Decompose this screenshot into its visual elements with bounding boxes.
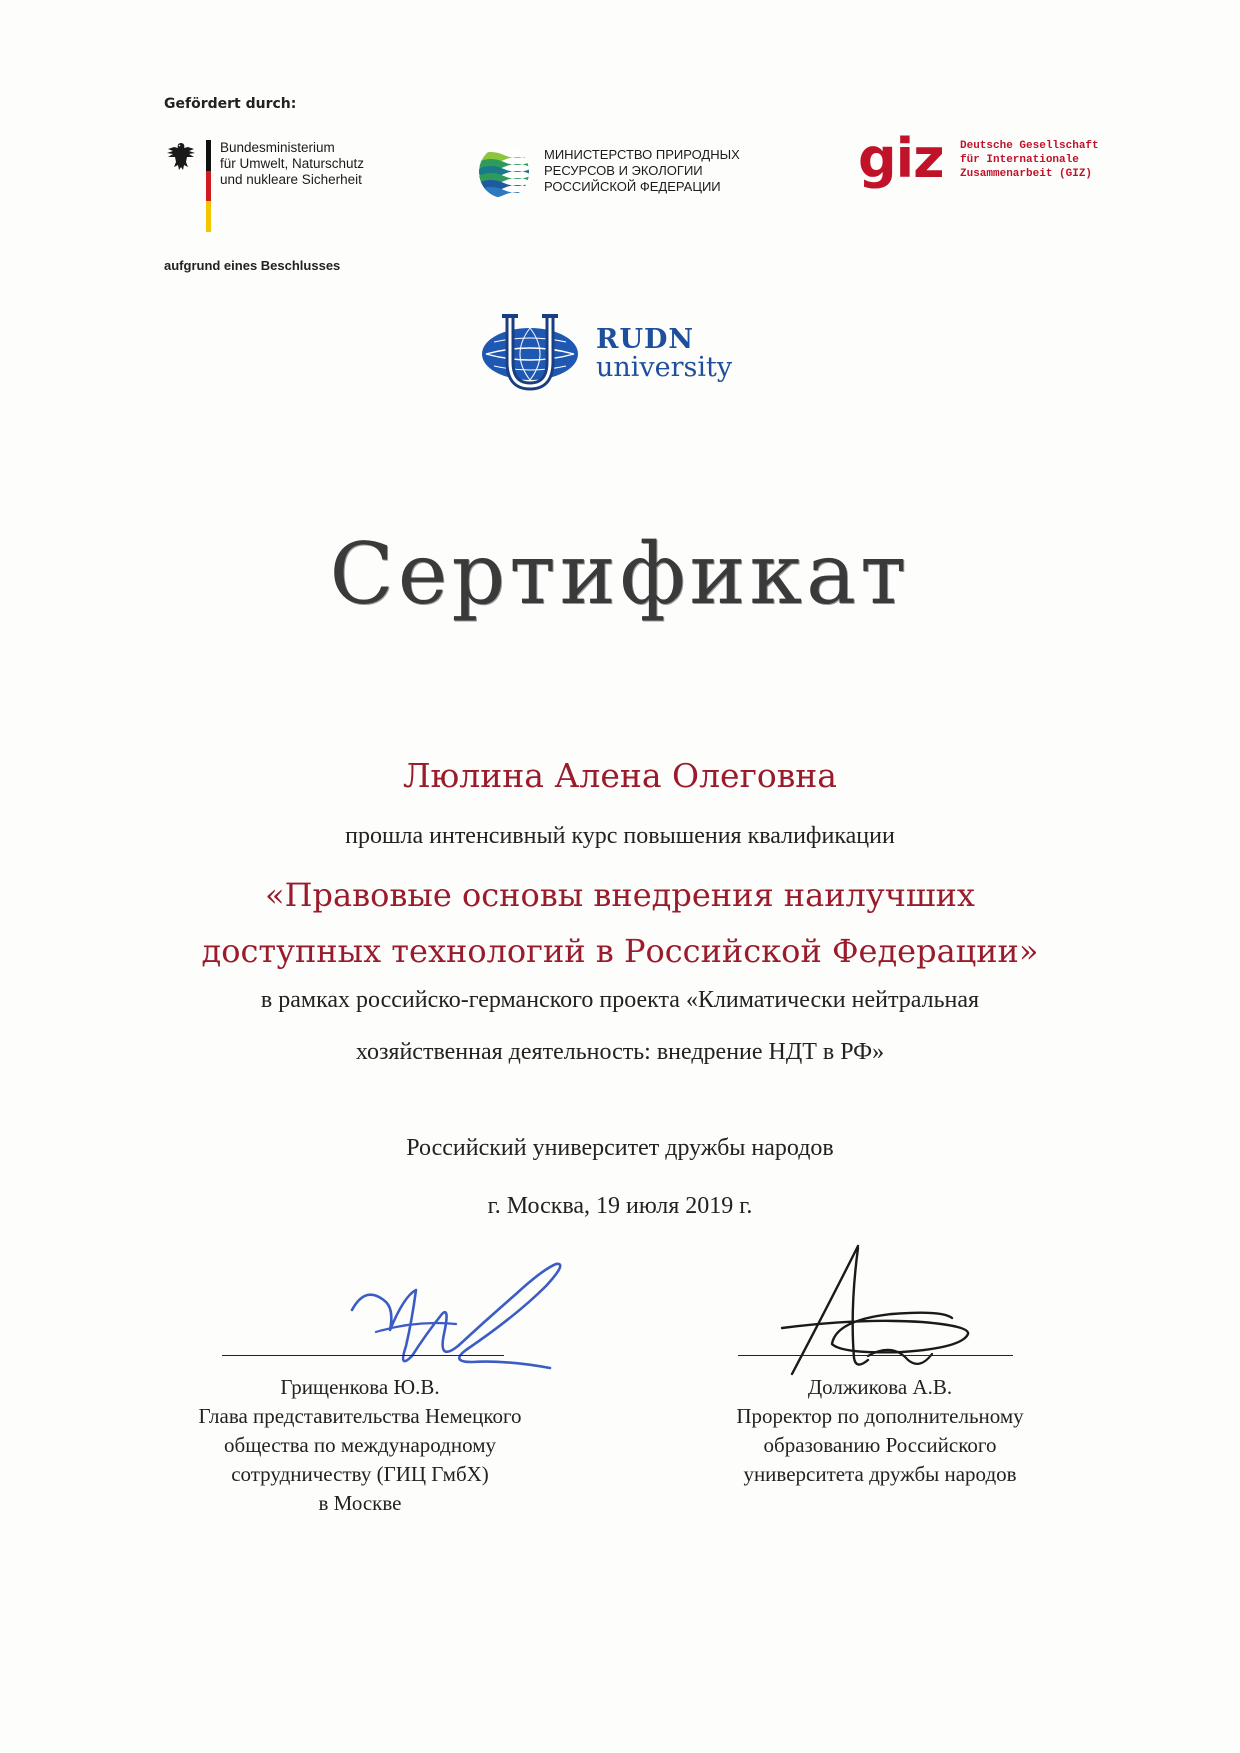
signature-line: [222, 1355, 504, 1356]
bmu-line: für Umwelt, Naturschutz: [220, 156, 365, 171]
rudn-globe-emblem: [480, 312, 580, 396]
ministry-name: [544, 147, 740, 195]
rudn-wordmark: RUDN: [596, 324, 695, 355]
certificate-title: Сертификат: [329, 525, 911, 623]
place-and-date: г. Москва, 19 июля 2019 г.: [487, 1193, 753, 1219]
recipient-name: Люлина Алена Олеговна: [403, 756, 837, 795]
course-title-line: доступных технологий в Российской Федерации»: [201, 932, 1039, 970]
signatory-name: Грищенкова Ю.В.: [280, 1375, 440, 1399]
ministry-line: РОССИЙСКОЙ ФЕДЕРАЦИИ: [544, 179, 721, 194]
black-ink-signature: [772, 1238, 982, 1378]
ministry-logo: [478, 145, 778, 201]
signature-line: [738, 1355, 1013, 1356]
federal-eagle-icon: [164, 140, 198, 174]
signatory-position-line: Глава представительства Немецкого: [198, 1404, 522, 1428]
rudn-wordmark-university: university: [596, 352, 733, 383]
signatory-position-line: Проректор по дополнительному: [736, 1404, 1024, 1428]
signatory-name: Должикова А.В.: [807, 1375, 953, 1399]
signatory-position-line: в Москве: [318, 1491, 402, 1515]
project-line: в рамках российско-германского проекта «Климатически нейтральная: [260, 987, 980, 1013]
funded-by-label: Gefördert durch:: [164, 96, 297, 112]
ministry-line: МИНИСТЕРСТВО ПРИРОДНЫХ: [544, 147, 740, 162]
signatory-position-line: общества по международному: [224, 1433, 496, 1457]
bmu-line: Bundesministerium: [220, 140, 335, 155]
signatory-left: [150, 1373, 570, 1518]
giz-name: [960, 139, 1099, 181]
ministry-line: РЕСУРСОВ И ЭКОЛОГИИ: [544, 163, 703, 178]
ministry-natural-resources-emblem: [478, 145, 530, 199]
bmu-logo: [164, 140, 424, 232]
signatory-position-line: образованию Российского: [763, 1433, 997, 1457]
bmu-line: und nukleare Sicherheit: [220, 172, 362, 187]
rudn-logo: [480, 312, 760, 396]
flag-stripe-gold: [206, 201, 211, 232]
course-title-line: «Правовые основы внедрения наилучших: [265, 876, 975, 914]
signatory-position-line: сотрудничеству (ГИЦ ГмбХ): [231, 1462, 489, 1486]
project-line: хозяйственная деятельность: внедрение НДТ в РФ»: [355, 1039, 885, 1065]
giz-mark: giz: [858, 127, 944, 190]
bmu-name: [220, 140, 364, 188]
giz-line: Zusammenarbeit (GIZ): [960, 168, 1093, 180]
german-flag-stripe: [206, 140, 211, 232]
flag-stripe-red: [206, 171, 211, 202]
signatory-right: [690, 1373, 1070, 1489]
signatory-position-line: университета дружбы народов: [743, 1462, 1017, 1486]
giz-logo: [858, 127, 1118, 195]
completion-statement: прошла интенсивный курс повышения квалификации: [345, 823, 895, 849]
blue-ink-signature: [346, 1250, 566, 1376]
university-name: Российский университет дружбы народов: [406, 1135, 834, 1161]
giz-line: für Internationale: [960, 154, 1079, 166]
flag-stripe-black: [206, 140, 211, 171]
giz-line: Deutsche Gesellschaft: [960, 140, 1099, 152]
decision-label: aufgrund eines Beschlusses: [164, 258, 341, 273]
